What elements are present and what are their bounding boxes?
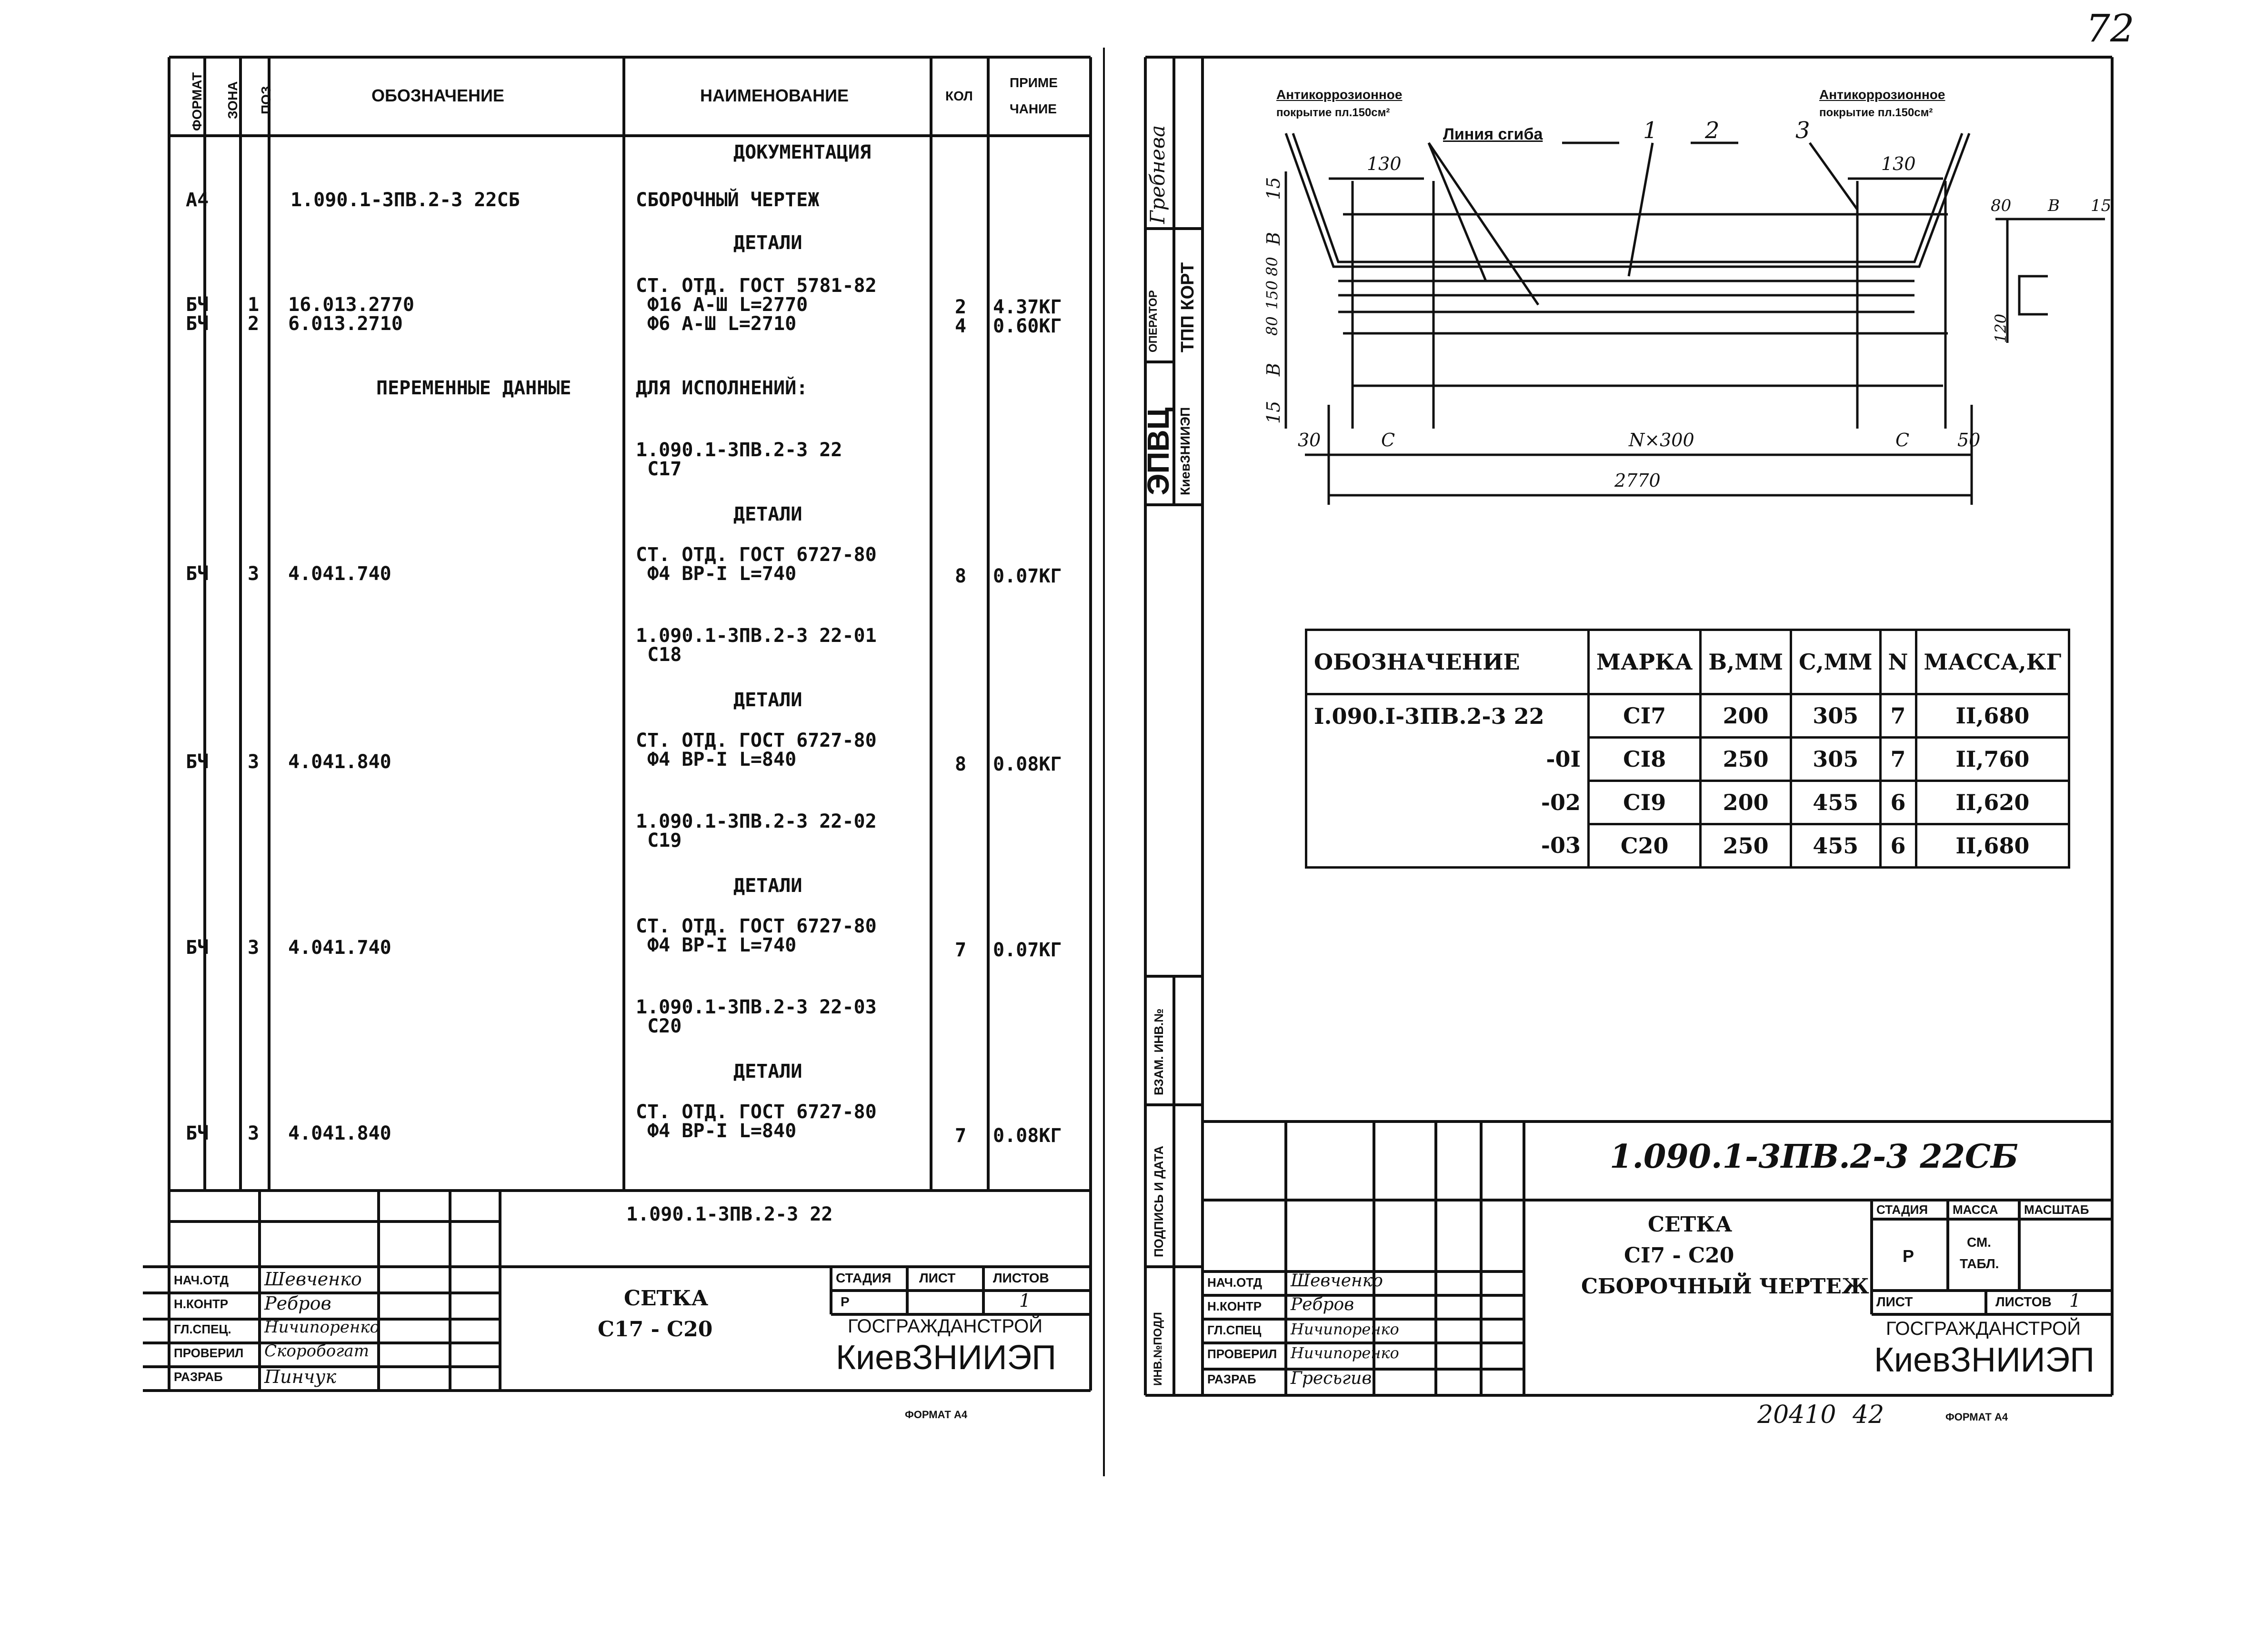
right-signer-name: Ребров xyxy=(1291,1295,1354,1314)
dim-15: 15 xyxy=(1263,177,1284,200)
left-role: НАЧ.ОТД xyxy=(174,1273,229,1287)
header-pos: ПОЗ xyxy=(259,86,273,114)
dim-130-left: 130 xyxy=(1367,153,1402,174)
detail-120: 120 xyxy=(1992,313,2010,343)
table-header: В,ММ xyxy=(1701,630,1791,694)
table-cell: II,680 xyxy=(1916,824,2069,868)
right-title-1: СЕТКА xyxy=(1648,1212,1733,1237)
right-signer-name: Ничипоренко xyxy=(1291,1344,1399,1362)
left-title-2: С17 - С20 xyxy=(598,1317,713,1342)
row-variant: 1.090.1-3ПВ.2-3 22-03 С20 xyxy=(636,996,877,1037)
left-stage-label: СТАДИЯ xyxy=(836,1271,892,1285)
side-tpp: ТПП КОРТ xyxy=(1178,262,1198,352)
table-cell: 200 xyxy=(1701,781,1791,824)
label-coat-right-2: покрытие пл.150см² xyxy=(1819,106,1933,119)
dim-80: 80 xyxy=(1263,257,1281,276)
table-header-row xyxy=(1306,630,2069,694)
right-sheets: 1 xyxy=(2069,1290,2081,1311)
left-title-1: СЕТКА xyxy=(624,1286,709,1311)
right-scale-label: МАСШТАБ xyxy=(2024,1202,2089,1217)
left-sheet-label: ЛИСТ xyxy=(919,1271,956,1285)
left-org-2: КиевЗНИИЭП xyxy=(836,1339,1056,1377)
row-name: СТ. ОТД. ГОСТ 5781-82 Ф16 А-Ш L=2770 Ф6 А-Ш L=2710 xyxy=(636,275,877,335)
table-cell: 250 xyxy=(1701,738,1791,781)
dim-b: В xyxy=(1263,232,1284,245)
row-note: 0.07КГ xyxy=(993,565,1062,587)
label-coat-left: Антикоррозионное xyxy=(1276,87,1403,102)
table-cell: 250 xyxy=(1701,824,1791,868)
side-podpis: ПОДПИСЬ И ДАТА xyxy=(1152,1145,1166,1257)
right-mass-label: МАССА xyxy=(1953,1202,1998,1217)
table-cell: СI8 xyxy=(1589,738,1701,781)
row-qty: 7 xyxy=(955,939,967,961)
header-zone: ЗОНА xyxy=(225,81,240,119)
side-operator-label: ОПЕРАТОР xyxy=(1147,290,1160,352)
left-signer-name: Ребров xyxy=(264,1293,331,1314)
side-vzam: ВЗАМ. ИНВ.№ xyxy=(1152,1008,1166,1095)
row-section: ДЕТАЛИ xyxy=(733,503,802,525)
row-section: ДЕТАЛИ xyxy=(733,875,802,897)
row-pos: 3 xyxy=(248,751,260,773)
table-cell: II,760 xyxy=(1916,738,2069,781)
row-note: 4.37КГ 0.60КГ xyxy=(993,296,1062,337)
table-cell: -02 xyxy=(1306,781,1589,824)
left-format: ФОРМАТ А4 xyxy=(905,1409,968,1421)
row-documentation: ДОКУМЕНТАЦИЯ xyxy=(733,141,871,163)
left-org-1: ГОСГРАЖДАНСТРОЙ xyxy=(848,1316,1043,1337)
row-designation: 16.013.2770 6.013.2710 xyxy=(288,294,414,335)
left-signer-name: Ничипоренко xyxy=(264,1318,380,1337)
left-signer-name: Пинчук xyxy=(264,1366,337,1387)
row-format: БЧ xyxy=(186,937,209,959)
detail-80: 80 xyxy=(1991,196,2012,215)
page-number: 72 xyxy=(2086,6,2135,50)
dim-15: 15 xyxy=(1263,400,1284,424)
row-designation: 4.041.740 xyxy=(288,937,391,959)
side-org: КиевЗНИИЭП xyxy=(1178,407,1193,495)
right-mass-1: СМ. xyxy=(1967,1235,1991,1250)
table-cell: 7 xyxy=(1880,694,1916,738)
right-title-2: СI7 - С20 xyxy=(1624,1243,1734,1268)
dim-b: В xyxy=(1263,363,1284,376)
right-doc-code: 1.090.1-3ПВ.2-3 22СБ xyxy=(1610,1138,2019,1176)
table-header: N xyxy=(1880,630,1916,694)
side-epvc: ЭПВЦ xyxy=(1141,407,1175,495)
row-section: ДЕТАЛИ xyxy=(733,232,802,254)
row-qty: 8 xyxy=(955,565,967,587)
table-row xyxy=(1306,738,2069,781)
side-inv: ИНВ.№ПОДЛ xyxy=(1152,1312,1164,1386)
right-mass-2: ТАБЛ. xyxy=(1960,1256,1999,1271)
table-cell: I.090.I-3ПВ.2-3 22 xyxy=(1306,694,1589,738)
left-role: ГЛ.СПЕЦ. xyxy=(174,1322,231,1336)
left-stage: Р xyxy=(841,1294,850,1309)
row-format: БЧ xyxy=(186,1122,209,1144)
label-coat-left-2: покрытие пл.150см² xyxy=(1276,106,1390,119)
dim-80: 80 xyxy=(1263,316,1281,336)
dim-n300: N×300 xyxy=(1629,430,1694,451)
footer-number: 20410 xyxy=(1757,1401,1836,1429)
row-pos: 1 2 xyxy=(248,294,260,335)
table-cell: -03 xyxy=(1306,824,1589,868)
table-row xyxy=(1306,781,2069,824)
table-cell: II,620 xyxy=(1916,781,2069,824)
left-role: Н.КОНТР xyxy=(174,1297,229,1311)
right-signer-name: Шевченко xyxy=(1291,1271,1383,1291)
right-org-2: КиевЗНИИЭП xyxy=(1874,1341,2095,1379)
header-note-2: ЧАНИЕ xyxy=(1010,101,1057,116)
dim-50: 50 xyxy=(1957,430,1981,451)
table-header: МАССА,КГ xyxy=(1916,630,2069,694)
row-section: ДЕТАЛИ xyxy=(733,689,802,711)
left-doc-code: 1.090.1-3ПВ.2-3 22 xyxy=(626,1203,833,1225)
dim-130-right: 130 xyxy=(1881,153,1916,174)
row-designation: 4.041.840 xyxy=(288,751,391,773)
right-sheets-label: ЛИСТОВ xyxy=(1995,1294,2052,1309)
label-bend-line: Линия сгиба xyxy=(1443,125,1543,143)
right-role: РАЗРАБ xyxy=(1207,1372,1256,1386)
table-header: С,ММ xyxy=(1791,630,1880,694)
table-cell: СI7 xyxy=(1589,694,1701,738)
row-designation: 4.041.740 xyxy=(288,563,391,585)
label-coat-right: Антикоррозионное xyxy=(1819,87,1945,102)
table-cell: 7 xyxy=(1880,738,1916,781)
callout-1: 1 xyxy=(1643,117,1658,144)
side-author: Гребнева xyxy=(1146,125,1169,224)
left-sheets: 1 xyxy=(1019,1290,1031,1311)
row-note: 0.08КГ xyxy=(993,753,1062,775)
detail-15: 15 xyxy=(2091,196,2112,215)
right-role: ПРОВЕРИЛ xyxy=(1207,1347,1277,1361)
table-cell: 305 xyxy=(1791,738,1880,781)
row-name: СТ. ОТД. ГОСТ 6727-80 Ф4 ВР-I L=840 xyxy=(636,730,877,771)
table-cell: 305 xyxy=(1791,694,1880,738)
right-role: НАЧ.ОТД xyxy=(1207,1275,1263,1290)
header-note-1: ПРИМЕ xyxy=(1010,75,1058,90)
row-designation: 4.041.840 xyxy=(288,1122,391,1144)
left-signer-name: Скоробогат xyxy=(264,1342,369,1361)
table-cell: С20 xyxy=(1589,824,1701,868)
row-pos: 3 xyxy=(248,937,260,959)
row-name: ДЛЯ ИСПОЛНЕНИЙ: xyxy=(636,377,808,399)
left-role: РАЗРАБ xyxy=(174,1370,223,1384)
row-pos: 3 xyxy=(248,563,260,585)
row-name: СТ. ОТД. ГОСТ 6727-80 Ф4 ВР-I L=740 xyxy=(636,915,877,956)
row-format: БЧ xyxy=(186,563,209,585)
table-cell: СI9 xyxy=(1589,781,1701,824)
right-sheet-label: ЛИСТ xyxy=(1876,1294,1913,1309)
row-qty: 7 xyxy=(955,1125,967,1147)
left-signer-name: Шевченко xyxy=(264,1269,362,1290)
right-stage-label: СТАДИЯ xyxy=(1876,1202,1928,1217)
table-cell: 6 xyxy=(1880,781,1916,824)
row-note: 0.07КГ xyxy=(993,939,1062,961)
dim-2770: 2770 xyxy=(1614,470,1661,491)
dim-150: 150 xyxy=(1263,280,1281,310)
variants-table xyxy=(1305,629,2070,869)
row-format: БЧ xyxy=(186,751,209,773)
table-row xyxy=(1306,694,2069,738)
row-format: А4 xyxy=(186,189,209,211)
table-cell: II,680 xyxy=(1916,694,2069,738)
table-header: ОБОЗНАЧЕНИЕ xyxy=(1306,630,1589,694)
table-header: МАРКА xyxy=(1589,630,1701,694)
dim-30: 30 xyxy=(1298,430,1321,451)
right-title-3: СБОРОЧНЫЙ ЧЕРТЕЖ xyxy=(1581,1274,1869,1299)
row-section: ДЕТАЛИ xyxy=(733,1061,802,1082)
footer-number-2: 42 xyxy=(1853,1401,1884,1429)
table-cell: -0I xyxy=(1306,738,1589,781)
dim-c: С xyxy=(1895,430,1910,451)
header-format: ФОРМАТ xyxy=(190,72,204,131)
row-variant: 1.090.1-3ПВ.2-3 22 С17 xyxy=(636,439,842,480)
detail-b: В xyxy=(2048,196,2060,215)
row-variant: 1.090.1-3ПВ.2-3 22-01 С18 xyxy=(636,625,877,666)
row-variable-data: ПЕРЕМЕННЫЕ ДАННЫЕ xyxy=(376,377,571,399)
right-org-1: ГОСГРАЖДАНСТРОЙ xyxy=(1886,1318,2081,1339)
row-pos: 3 xyxy=(248,1122,260,1144)
row-note: 0.08КГ xyxy=(993,1125,1062,1147)
left-sheets-label: ЛИСТОВ xyxy=(993,1271,1049,1285)
header-qty: КОЛ xyxy=(945,89,973,103)
right-signer-name: Ничипоренко xyxy=(1291,1320,1399,1338)
callout-2: 2 xyxy=(1705,117,1720,144)
left-role: ПРОВЕРИЛ xyxy=(174,1346,244,1360)
table-cell: 200 xyxy=(1701,694,1791,738)
header-designation: ОБОЗНАЧЕНИЕ xyxy=(371,86,504,105)
row-format: БЧ БЧ xyxy=(186,294,209,335)
table-cell: 6 xyxy=(1880,824,1916,868)
callout-3: 3 xyxy=(1795,117,1810,144)
right-role: Н.КОНТР xyxy=(1207,1299,1262,1313)
header-name: НАИМЕНОВАНИЕ xyxy=(700,86,849,105)
row-designation: 1.090.1-3ПВ.2-3 22СБ xyxy=(291,189,520,211)
row-name: СБОРОЧНЫЙ ЧЕРТЕЖ xyxy=(636,189,820,211)
row-qty: 8 xyxy=(955,753,967,775)
right-role: ГЛ.СПЕЦ xyxy=(1207,1323,1262,1337)
row-qty: 2 4 xyxy=(955,296,967,337)
row-variant: 1.090.1-3ПВ.2-3 22-02 С19 xyxy=(636,811,877,851)
table-cell: 455 xyxy=(1791,824,1880,868)
dim-c: С xyxy=(1381,430,1395,451)
row-name: СТ. ОТД. ГОСТ 6727-80 Ф4 ВР-I L=740 xyxy=(636,544,877,585)
right-stage: Р xyxy=(1903,1246,1914,1266)
row-name: СТ. ОТД. ГОСТ 6727-80 Ф4 ВР-I L=840 xyxy=(636,1101,877,1142)
right-signer-name: Гресьгив xyxy=(1291,1369,1372,1388)
table-cell: 455 xyxy=(1791,781,1880,824)
right-format: ФОРМАТ А4 xyxy=(1945,1411,2008,1423)
table-row xyxy=(1306,824,2069,868)
